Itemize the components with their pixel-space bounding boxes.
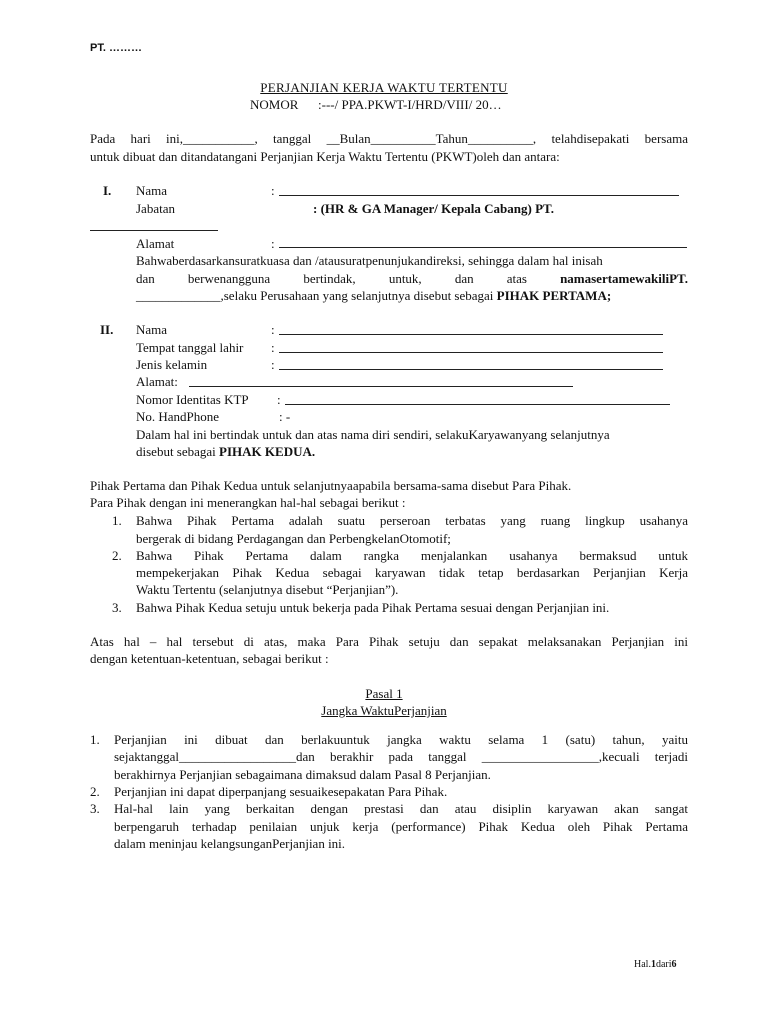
pasal-item-line: Perjanjian ini dapat diperpanjang sesuaikesepakatan Para Pihak. [114,784,448,799]
intro-word: hari [130,131,151,146]
party-two-ktp-field[interactable] [285,404,670,405]
party-one-jabatan-label: Jabatan [136,201,175,216]
desc-word: dan [136,271,155,286]
parties-note-line-2: Para Pihak dengan ini menerangkan hal-hal sebagai berikut : [90,495,406,510]
document-title: PERJANJIAN KERJA WAKTU TERTENTU [260,80,508,95]
party-two-nama-field[interactable] [279,334,663,335]
desc-word: bertindak, [303,271,356,286]
party-two-nama-colon: : [271,322,275,337]
pihak-pertama-label: PIHAK PERTAMA; [496,288,612,303]
party-one-nama-colon: : [271,183,275,198]
party-two-alamat-label: Alamat: [136,374,178,389]
recital-line: Waktu Tertentu (selanjutnya disebut “Perjanjian”). [136,582,399,597]
party-one-nama-field[interactable] [279,195,679,196]
party-two-numeral: II. [100,322,114,337]
party-one-numeral: I. [103,183,112,198]
recital-line: Bahwa Pihak Pertama adalah suatu perseroan terbatas yang ruang lingkup usahanya [136,513,688,528]
recital-line: mempekerjakan Pihak Kedua sebagai karyawan tidak tetap berdasarkan Perjanjian Kerja [136,565,688,580]
party-one-jabatan-blank[interactable] [90,230,218,231]
desc-word: atas [506,271,527,286]
party-one-alamat-label: Alamat [136,236,175,251]
page-number [634,956,677,974]
party-two-ktp-colon: : [277,392,281,407]
intro-line-2: untuk dibuat dan ditandatangani Perjanjian Kerja Waktu Tertentu (PKWT)oleh dan antara: [90,149,560,164]
desc-word: dan [454,271,474,286]
desc-text: _____________,selaku Perusahaan yang selanjutnya disebut sebagai [136,288,494,303]
party-two-alamat-field[interactable] [189,386,573,387]
pasal-item-line: sejaktanggal__________________dan berakhir pada tanggal __________________,kecuali terjadi [114,749,688,764]
pasal-item-line: berpengaruh terhadap penilaian unjuk kerja (performance) Pihak Kedua oleh Pihak Pertama [114,819,688,834]
pasal-item-line: Perjanjian ini dibuat dan berlakuuntuk jangka waktu selama 1 (satu) tahun, yaitu [114,732,688,747]
intro-word: ini,___________, [166,131,258,146]
nomor-value: :---/ PPA.PKWT-I/HRD/VIII/ 20… [318,97,502,112]
party-two-jk-field[interactable] [279,369,663,370]
party-one-jabatan-value: : (HR & GA Manager/ Kepala Cabang) PT. [313,201,554,216]
recital-line: bergerak di bidang Perdagangan dan PerbengkelanOtomotif; [136,531,451,546]
party-two-ktp-label: Nomor Identitas KTP [136,392,249,407]
party-two-jk-label: Jenis kelamin [136,357,208,372]
intro-line-1 [90,130,688,148]
pasal-subtitle: Jangka WaktuPerjanjian [321,703,447,718]
page-total: 6 [671,959,677,970]
desc-word: untuk, [388,271,422,286]
recital-number: 1. [112,513,122,528]
party-one-desc-line-3 [136,287,611,305]
intro-word: bersama [644,131,688,146]
party-two-hp-value: : - [279,409,291,424]
agreement-line-1: Atas hal – hal tersebut di atas, maka Para Pihak setuju dan sepakat melaksanakan Perjanjian ini [90,634,688,649]
pasal-item-line: dalam meninjau kelangsunganPerjanjian ini. [114,836,346,851]
party-two-hp-label: No. HandPhone [136,409,220,424]
pasal-item-line: Hal-hal lain yang berkaitan dengan prestasi dan atau disiplin karyawan akan sangat [114,801,688,816]
desc-word: berwenangguna [187,271,271,286]
page-mid: dari [655,959,672,970]
nomor-label: NOMOR [250,97,299,112]
intro-word: __Bulan__________Tahun__________, [326,131,537,146]
party-two-nama-label: Nama [136,322,168,337]
party-two-ttl-label: Tempat tanggal lahir [136,340,244,355]
intro-word: tanggal [273,131,312,146]
page-current: 1 [650,959,656,970]
party-one-desc-line-1: Bahwaberdasarkansuratkuasa dan /atausuratpenunjukandireksi, sehingga dalam hal inisah [136,253,603,268]
pihak-kedua-label: PIHAK KEDUA. [219,444,316,459]
desc-text: disebut sebagai [136,444,216,459]
recital-line: Bahwa Pihak Kedua setuju untuk bekerja pada Pihak Pertama sesuai dengan Perjanjian ini. [136,600,610,615]
agreement-line-2: dengan ketentuan-ketentuan, sebagai berikut : [90,651,329,666]
recital-number: 2. [112,548,122,563]
party-two-desc-line-2 [136,443,315,461]
company-header: PT. ……… [90,42,142,54]
pasal-item-number: 1. [90,732,100,747]
pasal-title: Pasal 1 [365,686,403,701]
pasal-item-line: berakhirnya Perjanjian sebagaimana dimaksud dalam Pasal 8 Perjanjian. [114,767,491,782]
page-prefix: Hal. [634,959,651,970]
pasal-item-number: 2. [90,784,100,799]
party-one-alamat-colon: : [271,236,275,251]
party-two-jk-colon: : [271,357,275,372]
party-two-ttl-field[interactable] [279,352,663,353]
parties-note-line-1: Pihak Pertama dan Pihak Kedua untuk selanjutnyaapabila bersama-sama disebut Para Pihak. [90,478,572,493]
party-one-alamat-field[interactable] [279,247,687,248]
party-one-nama-label: Nama [136,183,168,198]
recital-number: 3. [112,600,122,615]
intro-word: telahdisepakati [551,131,630,146]
pasal-item-number: 3. [90,801,100,816]
party-two-desc-line-1: Dalam hal ini bertindak untuk dan atas nama diri sendiri, selakuKaryawanyang selanjutnya [136,427,610,442]
party-one-desc-line-2 [136,270,688,288]
desc-word: namasertamewakiliPT. [560,271,688,286]
recital-line: Bahwa Pihak Pertama dalam rangka menjalankan usahanya bermaksud untuk [136,548,688,563]
intro-word: Pada [90,131,116,146]
party-two-ttl-colon: : [271,340,275,355]
